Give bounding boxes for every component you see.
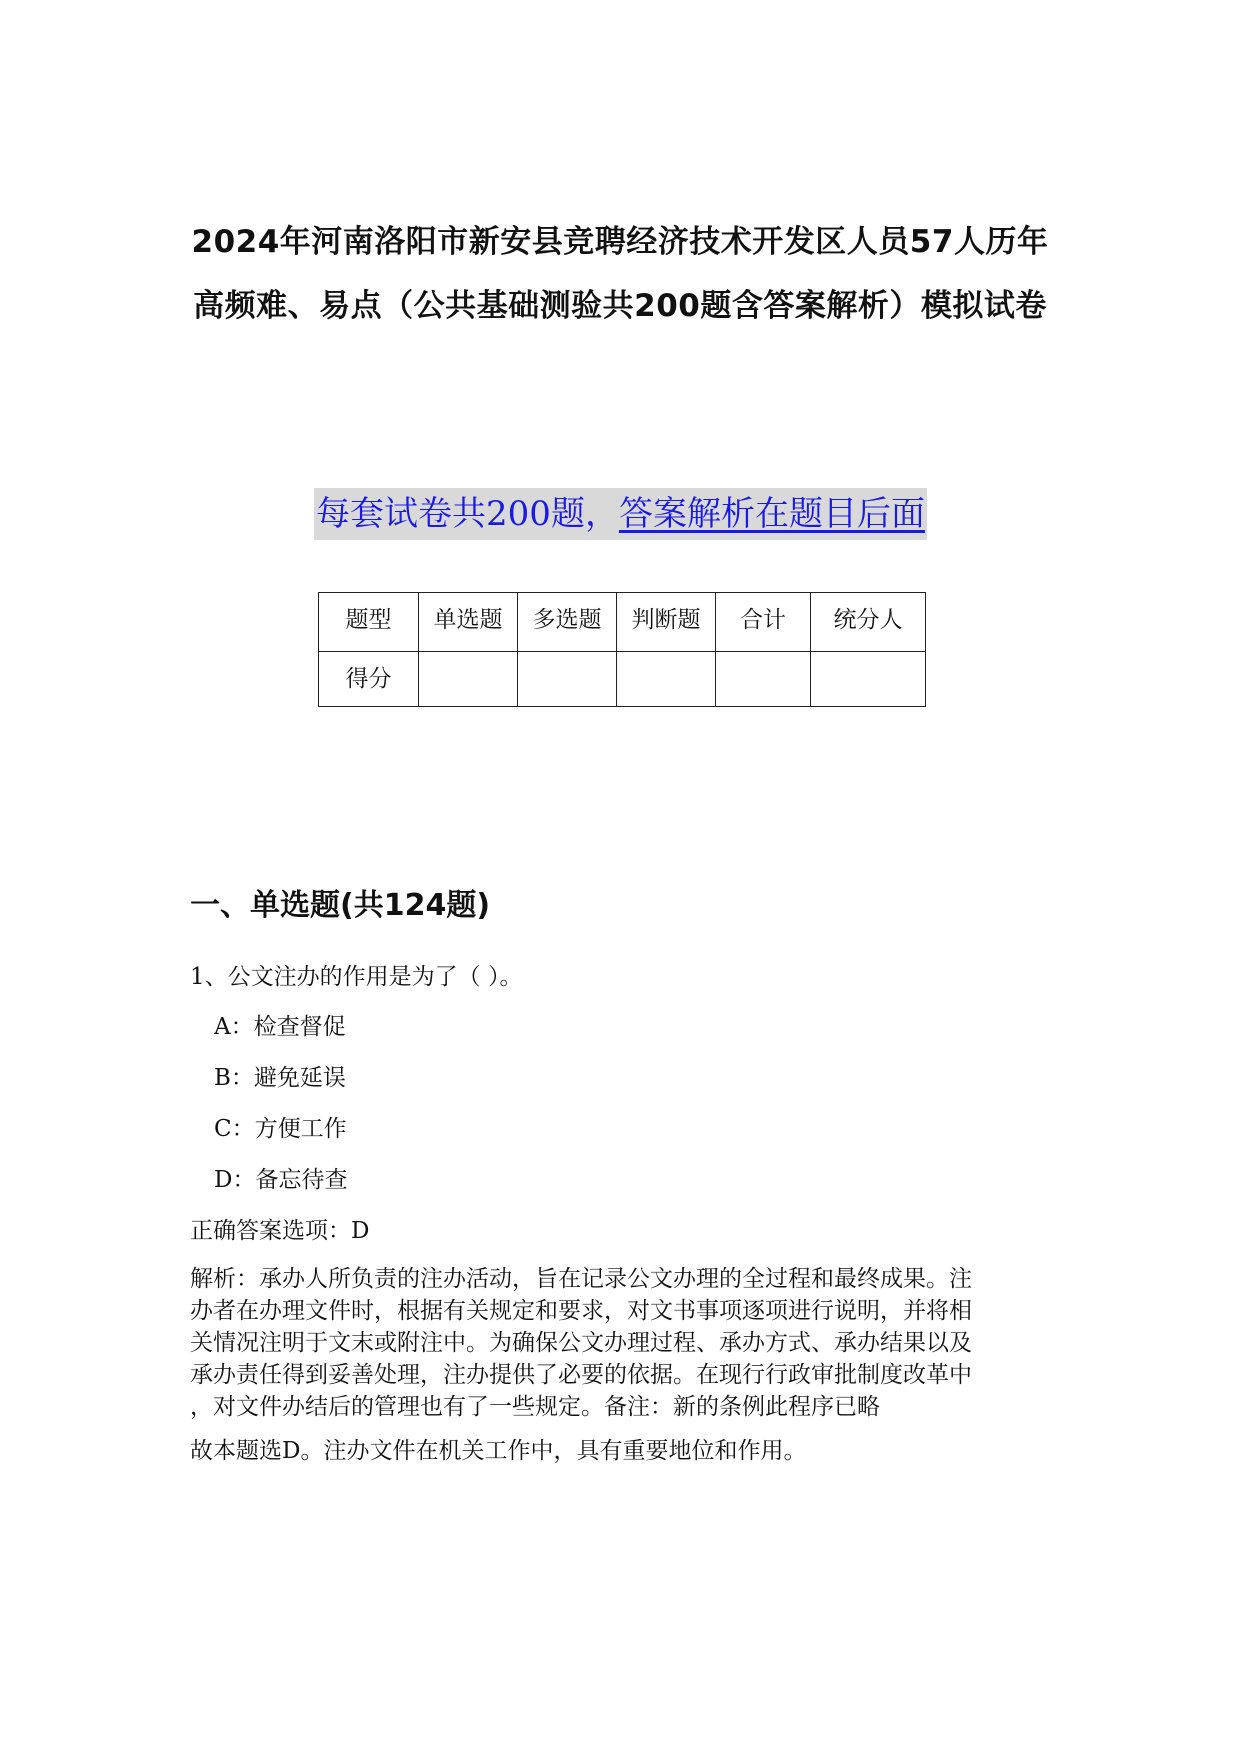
score-table: [318, 592, 926, 707]
score-cell-multiple[interactable]: [518, 652, 617, 707]
section-heading: 一、单选题(共124题): [190, 888, 491, 923]
banner-link[interactable]: 答案解析在题目后面: [618, 494, 925, 534]
header-cell-scorer: 统分人: [811, 593, 926, 652]
header-cell-multiple: 多选题: [518, 593, 617, 652]
question-block: [190, 952, 1050, 1467]
question-stem: 1、公文注办的作用是为了（ ）。: [190, 964, 523, 990]
banner-container: [0, 488, 1241, 540]
answer-conclusion: 故本题选D。注办文件在机关工作中，具有重要地位和作用。: [190, 1438, 807, 1464]
score-cell-total[interactable]: [716, 652, 811, 707]
header-cell-total: 合计: [716, 593, 811, 652]
header-cell-type: 题型: [319, 593, 419, 652]
option-c: C：方便工作: [214, 1116, 347, 1142]
score-row-label: 得分: [319, 652, 419, 707]
score-table-header-row: [319, 593, 926, 652]
option-d: D：备忘待查: [214, 1167, 348, 1193]
option-a: A：检查督促: [214, 1014, 346, 1040]
score-cell-scorer[interactable]: [811, 652, 926, 707]
score-cell-single[interactable]: [419, 652, 518, 707]
header-cell-judgement: 判断题: [617, 593, 716, 652]
info-banner: [314, 488, 927, 540]
correct-answer: 正确答案选项：D: [190, 1218, 370, 1244]
header-cell-single: 单选题: [419, 593, 518, 652]
score-table-score-row: [319, 652, 926, 707]
document-title: 2024年河南洛阳市新安县竞聘经济技术开发区人员57人历年高频难、易点（公共基础测验共200题含答案解析）模拟试卷: [191, 224, 1049, 324]
option-b: B：避免延误: [214, 1065, 346, 1091]
score-cell-judgement[interactable]: [617, 652, 716, 707]
banner-text: 每套试卷共200题，: [316, 494, 619, 534]
answer-analysis: 解析：承办人所负责的注办活动，旨在记录公文办理的全过程和最终成果。注 办者在办理文件时，根据有关规定和要求，对文书事项逐项进行说明，并将相 关情况注明于文末或附注中。为确保公文办理过程、承办方式、承办结果以及 承办责任得到妥善处理，注办提供了必要的依据。在现行行政审批制度改革中 ，对文件办结后的管理也有了一些规定。备注：新的条例此程序已略: [190, 1266, 972, 1420]
